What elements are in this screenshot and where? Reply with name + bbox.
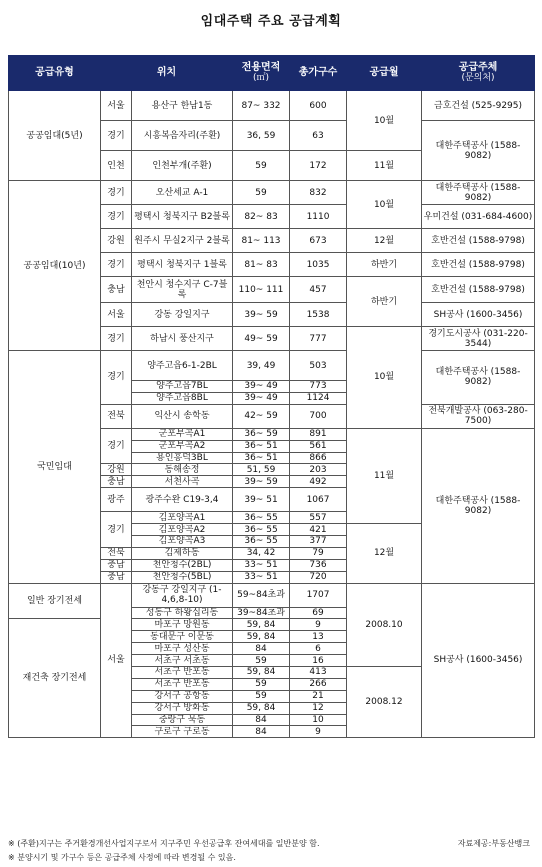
- supplier-cell: 우미건설 (031-684-4600): [422, 205, 535, 229]
- location-cell: 평택시 청북지구 B2블록: [132, 205, 233, 229]
- region-cell: 경기: [101, 327, 132, 351]
- supplier-cell: 대한주택공사 (1588-9082): [422, 181, 535, 205]
- area-cell: 84: [233, 726, 290, 738]
- area-cell: 36~ 55: [233, 512, 290, 524]
- month-cell: 10월: [347, 327, 422, 429]
- area-cell: 82~ 83: [233, 205, 290, 229]
- area-cell: 59, 84: [233, 702, 290, 714]
- units-cell: 700: [290, 404, 347, 428]
- footnote-rezoning: ※ (주환)지구는 주거환경개선사업지구로서 지구주민 우선공급후 잔여세대를 일반분양 함.: [8, 839, 320, 848]
- type-cell: 일반 장기전세: [9, 583, 101, 619]
- header-units: 총가구수: [290, 56, 347, 91]
- location-cell: 군포부곡A2: [132, 440, 233, 452]
- units-cell: 377: [290, 536, 347, 548]
- supplier-cell: 대한주택공사 (1588-9082): [422, 428, 535, 583]
- units-cell: 777: [290, 327, 347, 351]
- region-cell: 전북: [101, 404, 132, 428]
- location-cell: 김포양곡A2: [132, 524, 233, 536]
- month-cell: 하반기: [347, 277, 422, 327]
- region-cell: 충남: [101, 476, 132, 488]
- area-cell: 33~ 51: [233, 571, 290, 583]
- location-cell: 동해송정: [132, 464, 233, 476]
- location-cell: 강서구 공항동: [132, 690, 233, 702]
- location-cell: 천안청수(2BL): [132, 559, 233, 571]
- area-cell: 42~ 59: [233, 404, 290, 428]
- area-cell: 39~84초과: [233, 607, 290, 619]
- location-cell: 용인흥덕3BL: [132, 452, 233, 464]
- units-cell: 1110: [290, 205, 347, 229]
- location-cell: 양주고읍8BL: [132, 392, 233, 404]
- type-cell: 공공임대(10년): [9, 181, 101, 351]
- month-cell: 12월: [347, 524, 422, 583]
- area-cell: 59, 84: [233, 619, 290, 631]
- region-cell: 경기: [101, 512, 132, 548]
- area-cell: 36~ 51: [233, 452, 290, 464]
- header-type: 공급유형: [9, 56, 101, 91]
- location-cell: 양주고읍7BL: [132, 381, 233, 393]
- location-cell: 하남시 풍산지구: [132, 327, 233, 351]
- month-cell: 하반기: [347, 253, 422, 277]
- location-cell: 서초구 서초동: [132, 655, 233, 667]
- area-cell: 81~ 83: [233, 253, 290, 277]
- units-cell: 720: [290, 571, 347, 583]
- location-cell: 강서구 방화동: [132, 702, 233, 714]
- units-cell: 16: [290, 655, 347, 667]
- units-cell: 10: [290, 714, 347, 726]
- region-cell: 서울: [101, 303, 132, 327]
- header-area: [233, 56, 290, 91]
- table-row: [9, 583, 535, 607]
- location-cell: 광주수완 C19-3,4: [132, 488, 233, 512]
- location-cell: 군포부곡A1: [132, 428, 233, 440]
- region-cell: 서울: [101, 91, 132, 121]
- area-cell: 39~ 59: [233, 476, 290, 488]
- units-cell: 13: [290, 631, 347, 643]
- units-cell: 1538: [290, 303, 347, 327]
- location-cell: 마포구 성산동: [132, 643, 233, 655]
- area-cell: 84: [233, 643, 290, 655]
- header-month: 공급월: [347, 56, 422, 91]
- area-cell: 51, 59: [233, 464, 290, 476]
- page-title: 임대주택 주요 공급계획: [200, 14, 342, 29]
- region-cell: 충남: [101, 559, 132, 571]
- location-cell: 성동구 하왕십리동: [132, 607, 233, 619]
- location-cell: 서천사곡: [132, 476, 233, 488]
- month-cell: 12월: [347, 229, 422, 253]
- month-cell: 2008.10: [347, 583, 422, 666]
- type-cell: 재건축 장기전세: [9, 619, 101, 738]
- region-cell: 강원: [101, 229, 132, 253]
- area-cell: 59~84초과: [233, 583, 290, 607]
- region-cell: 경기: [101, 205, 132, 229]
- type-cell: 국민임대: [9, 351, 101, 584]
- region-cell: 경기: [101, 253, 132, 277]
- area-cell: 36~ 55: [233, 536, 290, 548]
- location-cell: 양주고읍6-1-2BL: [132, 351, 233, 381]
- units-cell: 773: [290, 381, 347, 393]
- supplier-cell: 경기도시공사 (031-220-3544): [422, 327, 535, 351]
- area-cell: 33~ 51: [233, 559, 290, 571]
- units-cell: 736: [290, 559, 347, 571]
- units-cell: 457: [290, 277, 347, 303]
- region-cell: 경기: [101, 428, 132, 464]
- region-cell: 경기: [101, 181, 132, 205]
- units-cell: 832: [290, 181, 347, 205]
- supplier-cell: SH공사 (1600-3456): [422, 303, 535, 327]
- region-cell: 경기: [101, 121, 132, 151]
- region-cell: 광주: [101, 488, 132, 512]
- location-cell: 중랑구 묵동: [132, 714, 233, 726]
- area-cell: 39~ 59: [233, 303, 290, 327]
- area-cell: 39~ 49: [233, 392, 290, 404]
- area-cell: 81~ 113: [233, 229, 290, 253]
- units-cell: 203: [290, 464, 347, 476]
- area-cell: 59, 84: [233, 631, 290, 643]
- footnote-schedule: ※ 분양시기 및 가구수 등은 공급주체 사정에 따라 변경될 수 있음.: [8, 853, 236, 862]
- region-cell: 전북: [101, 547, 132, 559]
- header-row: [9, 56, 535, 91]
- region-cell: 서울: [101, 583, 132, 738]
- location-cell: 원주시 무실2지구 2블록: [132, 229, 233, 253]
- area-cell: 36~ 55: [233, 524, 290, 536]
- units-cell: 1124: [290, 392, 347, 404]
- location-cell: 인천부개(주환): [132, 151, 233, 181]
- units-cell: 1067: [290, 488, 347, 512]
- region-cell: 경기: [101, 351, 132, 405]
- header-location: 위치: [101, 56, 233, 91]
- month-cell: 11월: [347, 428, 422, 523]
- units-cell: 12: [290, 702, 347, 714]
- location-cell: 김포양곡A3: [132, 536, 233, 548]
- units-cell: 673: [290, 229, 347, 253]
- month-cell: 2008.12: [347, 667, 422, 738]
- location-cell: 동대문구 이문동: [132, 631, 233, 643]
- supply-plan-table: [8, 55, 535, 738]
- area-cell: 110~ 111: [233, 277, 290, 303]
- area-cell: 59: [233, 690, 290, 702]
- area-cell: 49~ 59: [233, 327, 290, 351]
- location-cell: 천안시 청수지구 C-7블록: [132, 277, 233, 303]
- units-cell: 1707: [290, 583, 347, 607]
- location-cell: 구로구 구로동: [132, 726, 233, 738]
- supplier-cell: 대한주택공사 (1588-9082): [422, 121, 535, 181]
- area-cell: 84: [233, 714, 290, 726]
- location-cell: 서초구 반포동: [132, 678, 233, 690]
- header-area-unit: (㎡): [253, 73, 270, 83]
- units-cell: 561: [290, 440, 347, 452]
- table-row: [9, 351, 535, 381]
- units-cell: 503: [290, 351, 347, 381]
- location-cell: 김포양곡A1: [132, 512, 233, 524]
- area-cell: 59: [233, 655, 290, 667]
- location-cell: 마포구 망원동: [132, 619, 233, 631]
- units-cell: 557: [290, 512, 347, 524]
- location-cell: 천안청수(5BL): [132, 571, 233, 583]
- region-cell: 강원: [101, 464, 132, 476]
- header-supplier-sub: (문의처): [461, 73, 495, 83]
- supplier-cell: 호반건설 (1588-9798): [422, 253, 535, 277]
- area-cell: 59: [233, 678, 290, 690]
- units-cell: 1035: [290, 253, 347, 277]
- month-cell: 10월: [347, 91, 422, 151]
- units-cell: 6: [290, 643, 347, 655]
- area-cell: 59: [233, 181, 290, 205]
- table-row: [9, 181, 535, 205]
- location-cell: 평택시 청북지구 1블록: [132, 253, 233, 277]
- supplier-cell: 호반건설 (1588-9798): [422, 277, 535, 303]
- supplier-cell: 호반건설 (1588-9798): [422, 229, 535, 253]
- location-cell: 서초구 반포동: [132, 667, 233, 679]
- units-cell: 63: [290, 121, 347, 151]
- header-supplier: [422, 56, 535, 91]
- location-cell: 강동 강일지구: [132, 303, 233, 327]
- units-cell: 492: [290, 476, 347, 488]
- location-cell: 용산구 한남1동: [132, 91, 233, 121]
- units-cell: 421: [290, 524, 347, 536]
- area-cell: 36~ 51: [233, 440, 290, 452]
- supplier-cell: 전북개발공사 (063-280-7500): [422, 404, 535, 428]
- type-cell: 공공임대(5년): [9, 91, 101, 181]
- area-cell: 36~ 59: [233, 428, 290, 440]
- units-cell: 172: [290, 151, 347, 181]
- location-cell: 김제하동: [132, 547, 233, 559]
- units-cell: 891: [290, 428, 347, 440]
- month-cell: 10월: [347, 181, 422, 229]
- supplier-cell: 금호건설 (525-9295): [422, 91, 535, 121]
- units-cell: 866: [290, 452, 347, 464]
- area-cell: 59, 84: [233, 667, 290, 679]
- supplier-cell: 대한주택공사 (1588-9082): [422, 351, 535, 405]
- location-cell: 익산시 송학동: [132, 404, 233, 428]
- region-cell: 충남: [101, 571, 132, 583]
- table-row: [9, 91, 535, 121]
- region-cell: 인천: [101, 151, 132, 181]
- header-supplier-main: 공급주체: [458, 62, 498, 73]
- month-cell: 11월: [347, 151, 422, 181]
- units-cell: 69: [290, 607, 347, 619]
- area-cell: 36, 59: [233, 121, 290, 151]
- units-cell: 21: [290, 690, 347, 702]
- location-cell: 오산세교 A-1: [132, 181, 233, 205]
- location-cell: 시흥복음자리(주환): [132, 121, 233, 151]
- area-cell: 34, 42: [233, 547, 290, 559]
- supplier-cell: SH공사 (1600-3456): [422, 583, 535, 738]
- units-cell: 600: [290, 91, 347, 121]
- area-cell: 59: [233, 151, 290, 181]
- header-area-main: 전용면적: [241, 62, 281, 73]
- area-cell: 39~ 51: [233, 488, 290, 512]
- region-cell: 충남: [101, 277, 132, 303]
- units-cell: 266: [290, 678, 347, 690]
- area-cell: 39~ 49: [233, 381, 290, 393]
- units-cell: 9: [290, 726, 347, 738]
- units-cell: 79: [290, 547, 347, 559]
- units-cell: 9: [290, 619, 347, 631]
- area-cell: 39, 49: [233, 351, 290, 381]
- units-cell: 413: [290, 667, 347, 679]
- source-credit: 자료제공:부동산뱅크: [457, 839, 530, 848]
- location-cell: 강동구 강일지구 (1-4,6,8-10): [132, 583, 233, 607]
- area-cell: 87~ 332: [233, 91, 290, 121]
